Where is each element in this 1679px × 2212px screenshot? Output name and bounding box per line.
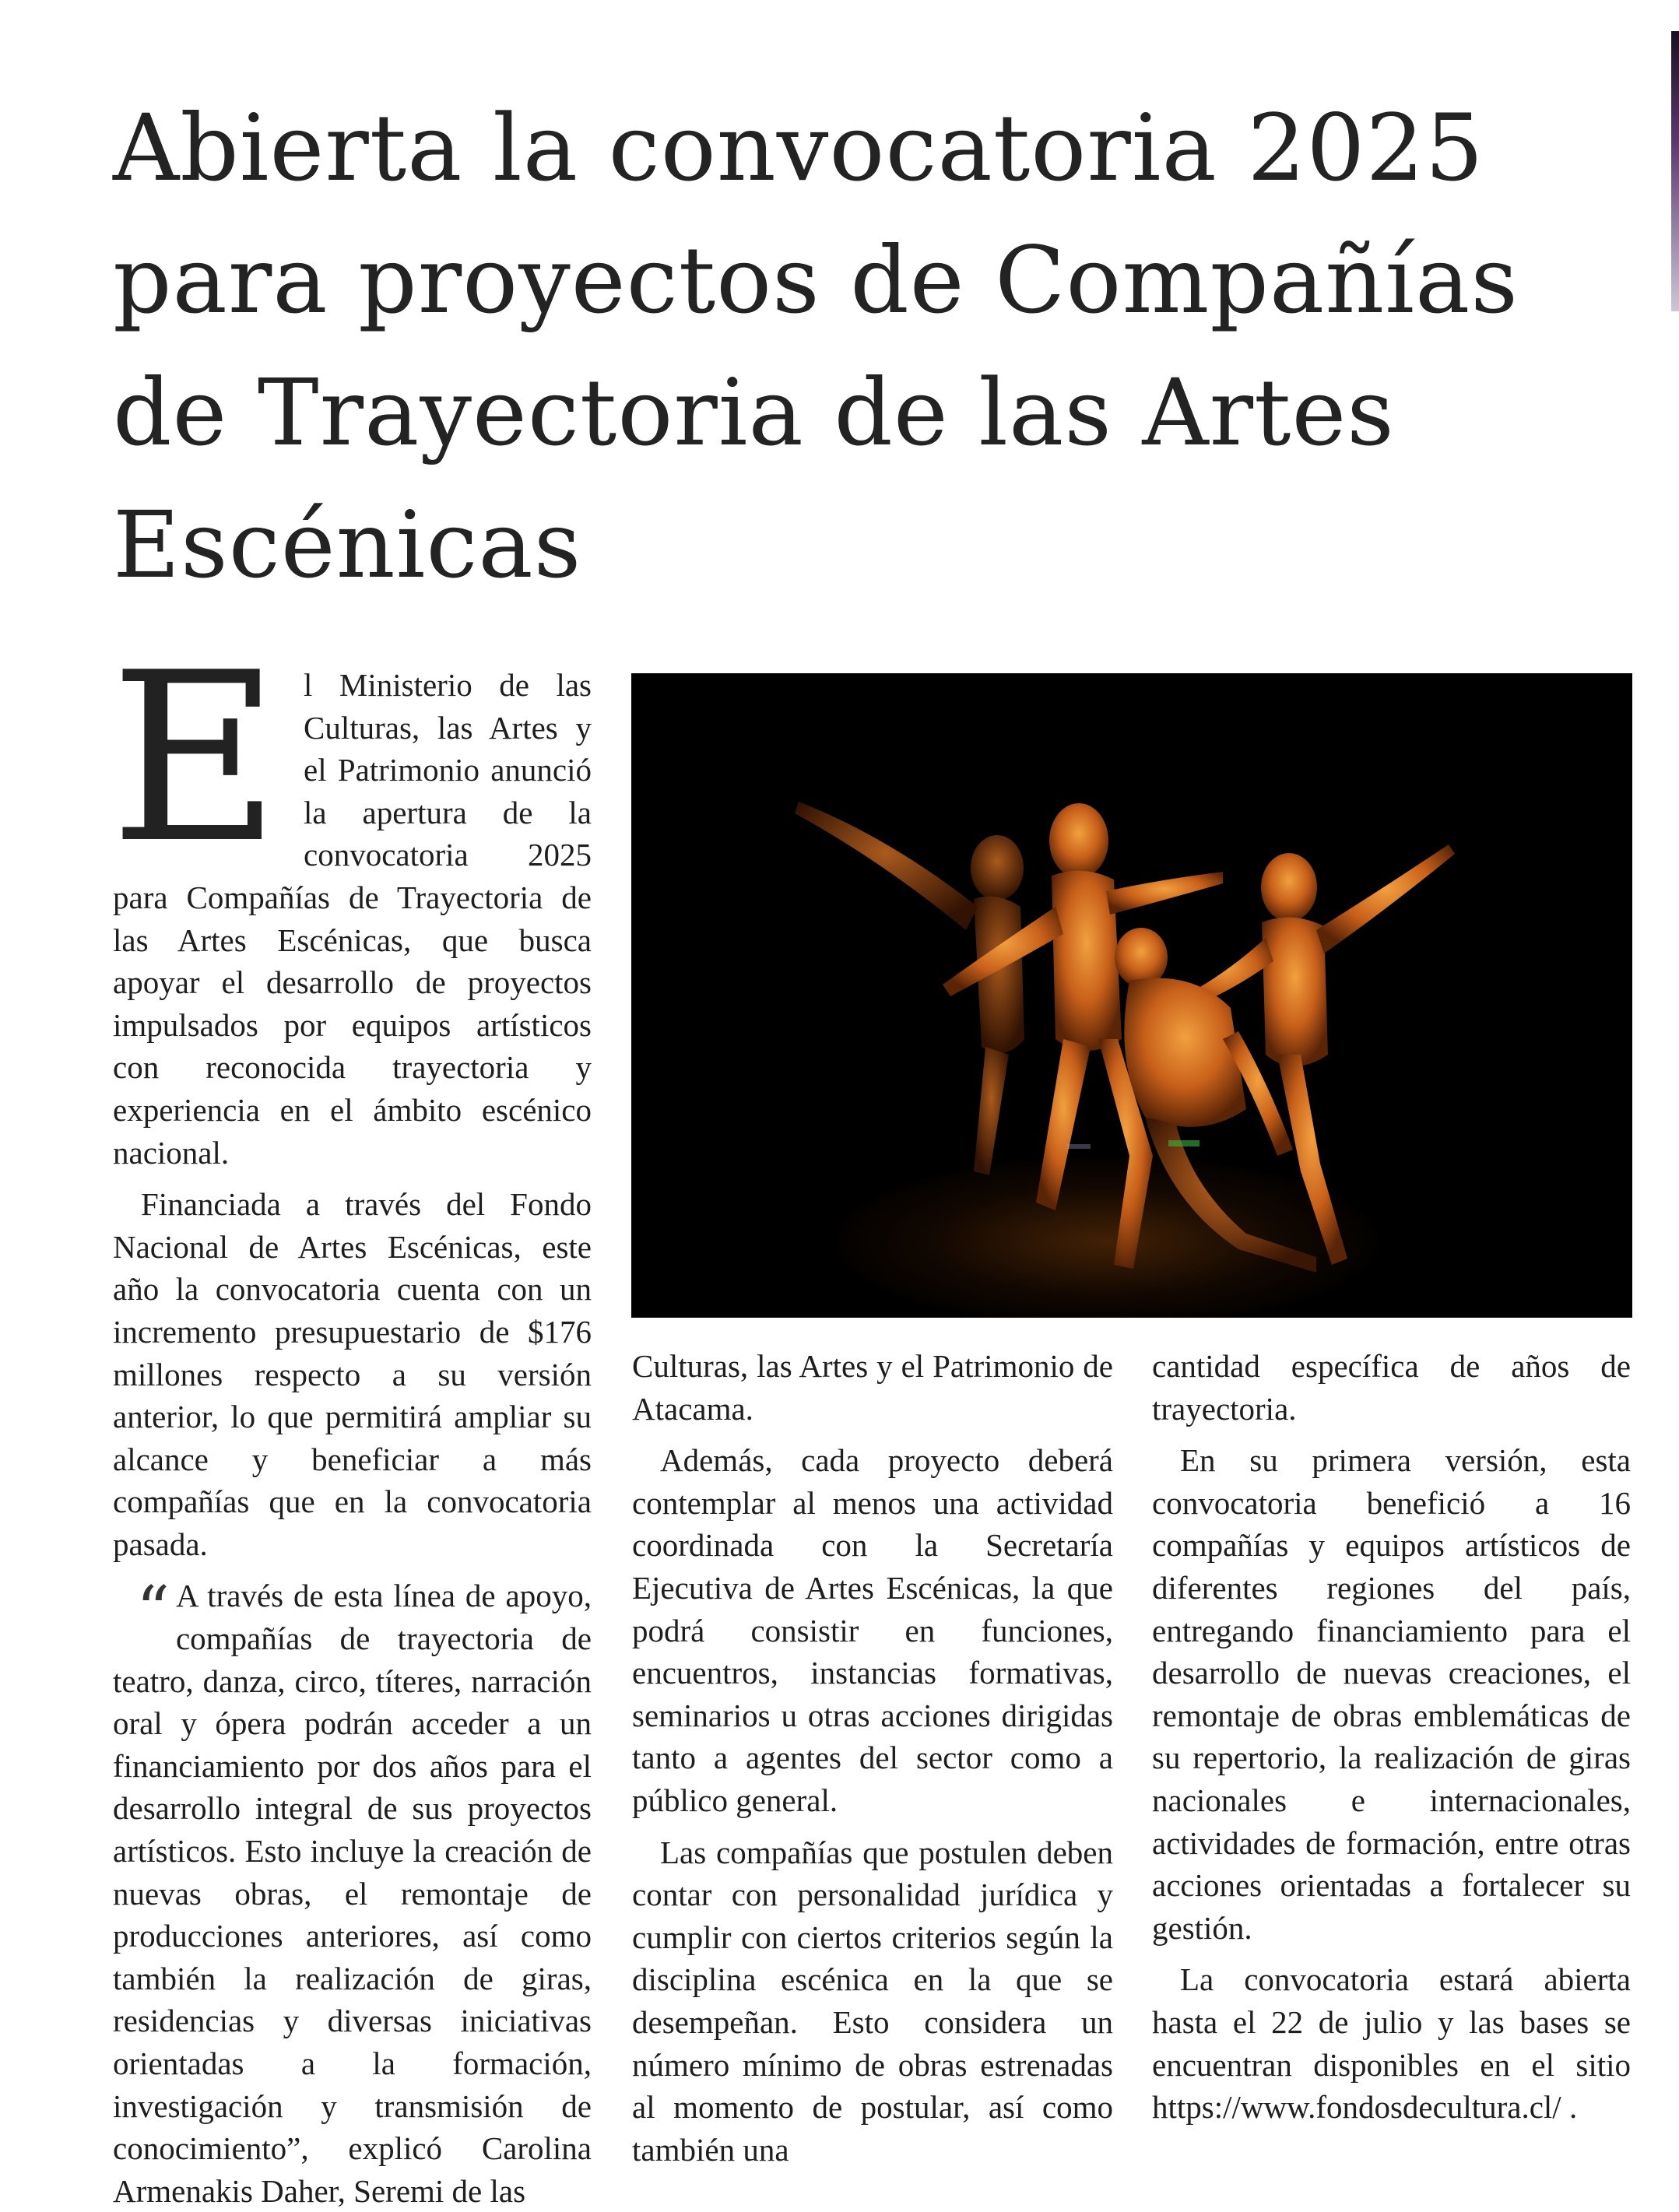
headline: Abierta la convocatoria 2025 para proyectos de Compañías de Trayectoria de las Artes Escénicas bbox=[113, 94, 1519, 599]
deadline-paragraph: La convocatoria estará abierta hasta el 22 de julio y las bases se encuentran disponibles en el sitio https://www.fondosdecultura.cl/ . bbox=[1152, 1961, 1631, 2126]
col2-continuation-paragraph: Culturas, las Artes y el Patrimonio de Atacama. bbox=[632, 1348, 1113, 1427]
quote-paragraph bbox=[113, 1572, 592, 2212]
quote-mark-icon: “ bbox=[136, 1572, 170, 1649]
article-photo bbox=[631, 673, 1632, 1318]
intro-paragraph-text: l Ministerio de las Culturas, las Artes y el Patrimonio anunció la apertura de la convocatoria 2025 para Compañías de Trayectoria de las Artes Escénicas, que busca apoyar el desarrollo de proyectos impulsados por equipos artísticos con reconocida trayectoria y experiencia en el ámbito escénico nacional. bbox=[113, 667, 592, 1171]
intro-paragraph bbox=[110, 623, 592, 1174]
page-edge-strip bbox=[1671, 31, 1679, 311]
first-version-paragraph: En su primera versión, esta convocatoria benefició a 16 compañías y equipos artísticos de diferentes regiones del país, entregando financiamiento para el desarrollo de nuevas creaciones, el remontaje de obras emblemáticas de su repertorio, la realización de giras nacionales e internacionales, actividades de formación, entre otras acciones orientadas a fortalecer su gestión. bbox=[1152, 1442, 1631, 1946]
article-column-1 bbox=[110, 623, 592, 2212]
dancer-left bbox=[795, 802, 1024, 1175]
col3-continuation-paragraph: cantidad específica de años de trayectoria. bbox=[1152, 1348, 1631, 1427]
drop-cap: E bbox=[110, 623, 280, 894]
article-column-2 bbox=[632, 1345, 1113, 2171]
funding-paragraph: Financiada a través del Fondo Nacional de Artes Escénicas, este año la convocatoria cuenta con un incremento presupuestario de $176 millones respecto a su versión anterior, lo que permitirá ampliar su alcance y beneficiar a más compañías que en la convocatoria pasada. bbox=[113, 1186, 592, 1562]
dancers-illustration bbox=[631, 673, 1632, 1318]
activity-paragraph: Además, cada proyecto deberá contemplar al menos una actividad coordinada con la Secretaría Ejecutiva de Artes Escénicas, la que podrá consistir en funciones, encuentros, instancias formativas, seminarios u otras acciones dirigidas tanto a agentes del sector como a público general. bbox=[632, 1442, 1113, 1818]
article-column-3 bbox=[1152, 1345, 1631, 2129]
requirements-paragraph: Las compañías que postulen deben contar con personalidad jurídica y cumplir con ciertos criterios según la disciplina escénica en la que se desempeñan. Esto considera un número mínimo de obras estrenadas al momento de postular, así como también una bbox=[632, 1834, 1113, 2168]
quote-paragraph-text: A través de esta línea de apoyo, compañías de trayectoria de teatro, danza, circo, títeres, narración oral y ópera podrán acceder a un financiamiento por dos años para el desarrollo integral de sus proyectos artísticos. Esto incluye la creación de nuevas obras, el remontaje de producciones anteriores, así como también la realización de giras, residencias y diversas iniciativas orientadas a la formación, investigación y transmisión de conocimiento”, explicó Carolina Armenakis Daher, Seremi de las bbox=[113, 1578, 592, 2209]
